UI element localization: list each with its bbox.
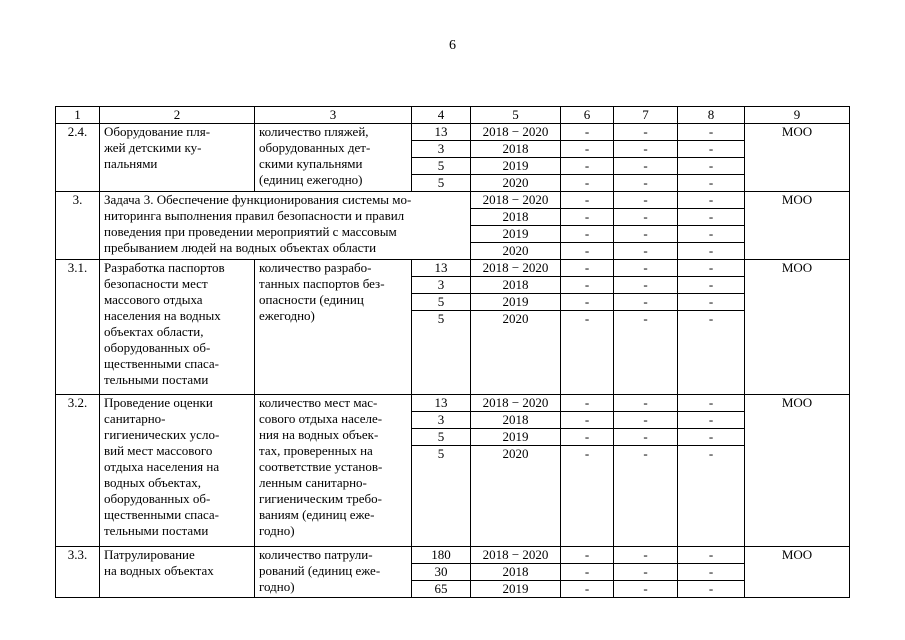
header-cell: 5 bbox=[471, 107, 561, 124]
funding-cell: - bbox=[561, 209, 614, 226]
funding-cell: - bbox=[614, 158, 678, 175]
funding-cell: - bbox=[561, 446, 614, 547]
funding-cell: - bbox=[614, 226, 678, 243]
funding-cell: - bbox=[561, 226, 614, 243]
funding-cell: - bbox=[614, 395, 678, 412]
funding-cell: - bbox=[561, 175, 614, 192]
item-number: 3.1. bbox=[56, 260, 100, 395]
header-cell: 7 bbox=[614, 107, 678, 124]
funding-cell: - bbox=[561, 124, 614, 141]
table-row bbox=[56, 192, 850, 209]
funding-cell: - bbox=[678, 141, 745, 158]
funding-cell: - bbox=[561, 564, 614, 581]
funding-cell: - bbox=[614, 192, 678, 209]
indicator-value: 13 bbox=[412, 260, 471, 277]
item-number: 3. bbox=[56, 192, 100, 260]
period-cell: 2018 − 2020 bbox=[471, 395, 561, 412]
funding-cell: - bbox=[561, 395, 614, 412]
funding-cell: - bbox=[678, 311, 745, 395]
header-cell: 1 bbox=[56, 107, 100, 124]
item-number: 3.3. bbox=[56, 547, 100, 598]
funding-cell: - bbox=[561, 311, 614, 395]
indicator-text: количество пляжей, оборудованных дет- скими купальнями (единиц ежегодно) bbox=[255, 124, 412, 192]
funding-cell: - bbox=[614, 446, 678, 547]
table-row bbox=[56, 124, 850, 141]
period-cell: 2019 bbox=[471, 294, 561, 311]
program-table bbox=[55, 106, 850, 598]
activity-name: Оборудование пля- жей детскими ку- пальнями bbox=[100, 124, 255, 192]
funding-cell: - bbox=[678, 547, 745, 564]
header-cell: 3 bbox=[255, 107, 412, 124]
period-cell: 2018 bbox=[471, 141, 561, 158]
executor-cell: МОО bbox=[745, 547, 850, 598]
funding-cell: - bbox=[678, 260, 745, 277]
funding-cell: - bbox=[561, 547, 614, 564]
indicator-value: 13 bbox=[412, 395, 471, 412]
period-cell: 2018 bbox=[471, 209, 561, 226]
funding-cell: - bbox=[614, 124, 678, 141]
funding-cell: - bbox=[678, 243, 745, 260]
indicator-value: 180 bbox=[412, 547, 471, 564]
period-cell: 2019 bbox=[471, 581, 561, 598]
funding-cell: - bbox=[678, 581, 745, 598]
period-cell: 2018 − 2020 bbox=[471, 547, 561, 564]
indicator-value: 30 bbox=[412, 564, 471, 581]
funding-cell: - bbox=[614, 547, 678, 564]
period-cell: 2018 − 2020 bbox=[471, 192, 561, 209]
period-cell: 2018 − 2020 bbox=[471, 124, 561, 141]
period-cell: 2019 bbox=[471, 429, 561, 446]
item-number: 3.2. bbox=[56, 395, 100, 547]
funding-cell: - bbox=[614, 412, 678, 429]
funding-cell: - bbox=[561, 429, 614, 446]
funding-cell: - bbox=[614, 141, 678, 158]
executor-cell: МОО bbox=[745, 395, 850, 547]
funding-cell: - bbox=[561, 412, 614, 429]
funding-cell: - bbox=[561, 243, 614, 260]
indicator-text: количество разрабо- танных паспортов без- опасности (единиц ежегодно) bbox=[255, 260, 412, 395]
funding-cell: - bbox=[614, 429, 678, 446]
header-cell: 9 bbox=[745, 107, 850, 124]
funding-cell: - bbox=[614, 260, 678, 277]
funding-cell: - bbox=[678, 226, 745, 243]
indicator-text: количество патрули- рований (единиц еже- годно) bbox=[255, 547, 412, 598]
indicator-value: 5 bbox=[412, 294, 471, 311]
period-cell: 2020 bbox=[471, 311, 561, 395]
header-row bbox=[56, 107, 850, 124]
funding-cell: - bbox=[678, 395, 745, 412]
period-cell: 2020 bbox=[471, 446, 561, 547]
period-cell: 2020 bbox=[471, 243, 561, 260]
funding-cell: - bbox=[678, 209, 745, 226]
period-cell: 2019 bbox=[471, 158, 561, 175]
funding-cell: - bbox=[678, 294, 745, 311]
funding-cell: - bbox=[614, 277, 678, 294]
funding-cell: - bbox=[614, 294, 678, 311]
funding-cell: - bbox=[678, 158, 745, 175]
funding-cell: - bbox=[561, 260, 614, 277]
period-cell: 2018 − 2020 bbox=[471, 260, 561, 277]
funding-cell: - bbox=[561, 158, 614, 175]
funding-cell: - bbox=[678, 124, 745, 141]
table-row bbox=[56, 260, 850, 277]
indicator-text: количество мест мас- сового отдыха населе- ния на водных объек- тах, проверенных на соответствие установ- ленным санитарно- гигиеническим требо- ваниям (единиц еже- годно) bbox=[255, 395, 412, 547]
header-cell: 2 bbox=[100, 107, 255, 124]
page-number: 6 bbox=[449, 38, 456, 53]
executor-cell: МОО bbox=[745, 124, 850, 192]
indicator-value: 3 bbox=[412, 412, 471, 429]
executor-cell: МОО bbox=[745, 260, 850, 395]
period-cell: 2020 bbox=[471, 175, 561, 192]
header-cell: 6 bbox=[561, 107, 614, 124]
funding-cell: - bbox=[678, 175, 745, 192]
funding-cell: - bbox=[678, 446, 745, 547]
indicator-value: 5 bbox=[412, 175, 471, 192]
funding-cell: - bbox=[614, 209, 678, 226]
header-cell: 8 bbox=[678, 107, 745, 124]
period-cell: 2018 bbox=[471, 564, 561, 581]
funding-cell: - bbox=[561, 141, 614, 158]
indicator-value: 13 bbox=[412, 124, 471, 141]
funding-cell: - bbox=[614, 311, 678, 395]
activity-name: Патрулирование на водных объектах bbox=[100, 547, 255, 598]
funding-cell: - bbox=[614, 564, 678, 581]
indicator-value: 5 bbox=[412, 446, 471, 547]
period-cell: 2018 bbox=[471, 277, 561, 294]
indicator-value: 3 bbox=[412, 141, 471, 158]
funding-cell: - bbox=[678, 564, 745, 581]
funding-cell: - bbox=[614, 243, 678, 260]
activity-name: Разработка паспортов безопасности мест массового отдыха населения на водных объектах области, оборудованных об- щественными спаса- тельными постами bbox=[100, 260, 255, 395]
period-cell: 2018 bbox=[471, 412, 561, 429]
funding-cell: - bbox=[561, 581, 614, 598]
table-row bbox=[56, 547, 850, 564]
indicator-value: 5 bbox=[412, 429, 471, 446]
task-text: Задача 3. Обеспечение функционирования системы мо- ниторинга выполнения правил безопасности и правил поведения при проведении мероприятий с массовым пребыванием людей на водных объектах области bbox=[100, 192, 471, 260]
funding-cell: - bbox=[614, 175, 678, 192]
indicator-value: 65 bbox=[412, 581, 471, 598]
funding-cell: - bbox=[561, 294, 614, 311]
indicator-value: 5 bbox=[412, 158, 471, 175]
funding-cell: - bbox=[678, 412, 745, 429]
funding-cell: - bbox=[614, 581, 678, 598]
funding-cell: - bbox=[678, 192, 745, 209]
table-row bbox=[56, 395, 850, 412]
indicator-value: 5 bbox=[412, 311, 471, 395]
activity-name: Проведение оценки санитарно- гигиенических усло- вий мест массового отдыха населения на водных объектах, оборудованных об- щественными спаса- тельными постами bbox=[100, 395, 255, 547]
funding-cell: - bbox=[678, 429, 745, 446]
header-cell: 4 bbox=[412, 107, 471, 124]
executor-cell: МОО bbox=[745, 192, 850, 260]
item-number: 2.4. bbox=[56, 124, 100, 192]
funding-cell: - bbox=[561, 277, 614, 294]
indicator-value: 3 bbox=[412, 277, 471, 294]
funding-cell: - bbox=[561, 192, 614, 209]
period-cell: 2019 bbox=[471, 226, 561, 243]
funding-cell: - bbox=[678, 277, 745, 294]
